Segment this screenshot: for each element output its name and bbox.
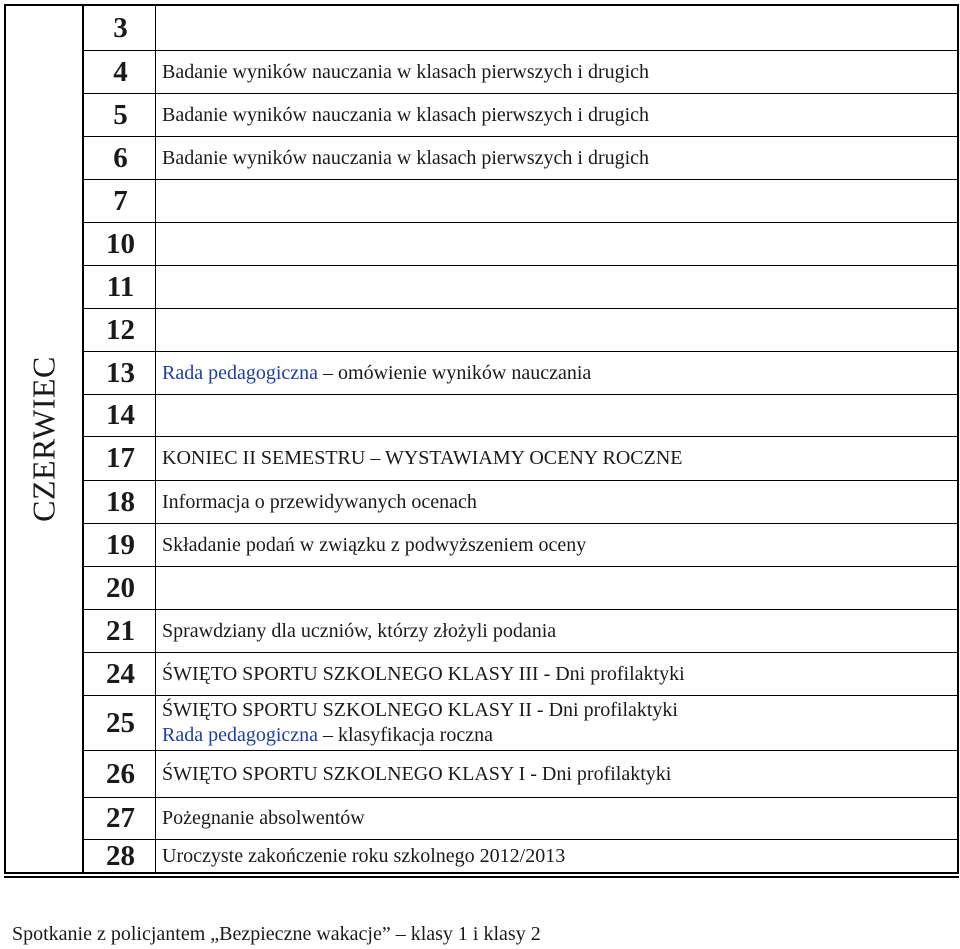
event-highlight: Rada pedagogiczna (162, 724, 319, 746)
event-cell (162, 94, 953, 136)
event-line (162, 446, 953, 471)
event-cell (162, 653, 953, 695)
event-line (162, 619, 953, 644)
calendar-row (84, 136, 957, 179)
day-number: 21 (84, 610, 156, 652)
calendar-row (84, 50, 957, 93)
day-number: 10 (84, 223, 156, 265)
event-text: Pożegnanie absolwentów (162, 807, 365, 829)
event-cell (162, 352, 953, 394)
month-label: CZERWIEC (25, 356, 62, 522)
event-cell (162, 610, 953, 652)
day-number: 11 (84, 266, 156, 308)
calendar-row (84, 6, 957, 50)
calendar-row (84, 652, 957, 695)
event-cell (162, 223, 953, 265)
event-cell (162, 137, 953, 179)
event-text: Badanie wyników nauczania w klasach pierwszych i drugich (162, 103, 650, 126)
calendar-row (84, 179, 957, 222)
event-cell (162, 437, 953, 480)
event-cell (162, 524, 953, 566)
event-cell (162, 751, 953, 797)
event-cell (162, 395, 953, 436)
day-number: 17 (84, 437, 156, 480)
day-number: 12 (84, 309, 156, 351)
calendar-row (84, 222, 957, 265)
event-line (162, 490, 953, 515)
footer-note: Spotkanie z policjantem „Bezpieczne wakacje” – klasy 1 i klasy 2 (12, 923, 541, 945)
event-cell (162, 51, 953, 93)
event-line (162, 662, 953, 687)
event-cell (162, 798, 953, 839)
day-number: 7 (84, 180, 156, 222)
event-cell (162, 180, 953, 222)
calendar-table (4, 4, 959, 874)
event-line (162, 762, 953, 787)
event-cell (162, 696, 953, 750)
event-text: KONIEC II SEMESTRU – WYSTAWIAMY OCENY ROCZNE (162, 447, 683, 469)
calendar-row (84, 566, 957, 609)
calendar-row (84, 436, 957, 480)
day-number: 4 (84, 51, 156, 93)
event-text: Składanie podań w związku z podwyższeniem oceny (162, 533, 587, 556)
event-text: – omówienie wyników nauczania (318, 361, 592, 384)
day-number: 18 (84, 481, 156, 523)
event-line (162, 103, 953, 128)
event-cell (162, 481, 953, 523)
event-line (162, 533, 953, 558)
calendar-row (84, 523, 957, 566)
event-cell (162, 840, 953, 872)
day-number: 6 (84, 137, 156, 179)
day-number: 13 (84, 352, 156, 394)
calendar-row (84, 265, 957, 308)
calendar-row (84, 750, 957, 797)
calendar-row (84, 480, 957, 523)
event-line (162, 698, 953, 723)
calendar-row (84, 351, 957, 394)
event-text: ŚWIĘTO SPORTU SZKOLNEGO KLASY III - Dni profilaktyki (162, 662, 685, 685)
event-text: ŚWIĘTO SPORTU SZKOLNEGO KLASY I - Dni profilaktyki (162, 762, 672, 785)
event-line (162, 844, 953, 869)
day-number: 24 (84, 653, 156, 695)
day-number: 25 (84, 696, 156, 750)
calendar-row (84, 394, 957, 436)
day-number: 20 (84, 567, 156, 609)
event-line (162, 806, 953, 831)
calendar-row (84, 93, 957, 136)
day-number: 5 (84, 94, 156, 136)
event-highlight: Rada pedagogiczna (162, 361, 319, 384)
event-text: Sprawdziany dla uczniów, którzy złożyli podania (162, 619, 557, 642)
calendar-row (84, 839, 957, 872)
event-line (162, 723, 953, 748)
day-number: 28 (84, 840, 156, 872)
event-cell (162, 266, 953, 308)
bottom-divider (4, 876, 959, 878)
event-line (162, 361, 953, 386)
event-cell (162, 309, 953, 351)
calendar-row (84, 797, 957, 839)
event-line (162, 60, 953, 85)
day-number: 26 (84, 751, 156, 797)
event-text: Badanie wyników nauczania w klasach pierwszych i drugich (162, 60, 650, 83)
calendar-row (84, 609, 957, 652)
month-column (6, 6, 84, 872)
event-text: Badanie wyników nauczania w klasach pierwszych i drugich (162, 146, 650, 169)
day-number: 3 (84, 6, 156, 50)
calendar-rows (84, 6, 957, 872)
calendar-row (84, 308, 957, 351)
event-text: Informacja o przewidywanych ocenach (162, 490, 477, 513)
event-cell (162, 567, 953, 609)
calendar-row (84, 695, 957, 750)
event-cell (162, 6, 953, 50)
event-text: ŚWIĘTO SPORTU SZKOLNEGO KLASY II - Dni profilaktyki (162, 699, 678, 721)
day-number: 14 (84, 395, 156, 436)
day-number: 27 (84, 798, 156, 839)
event-text: – klasyfikacja roczna (318, 724, 493, 746)
event-line (162, 146, 953, 171)
day-number: 19 (84, 524, 156, 566)
event-text: Uroczyste zakończenie roku szkolnego 2012/2013 (162, 844, 566, 867)
